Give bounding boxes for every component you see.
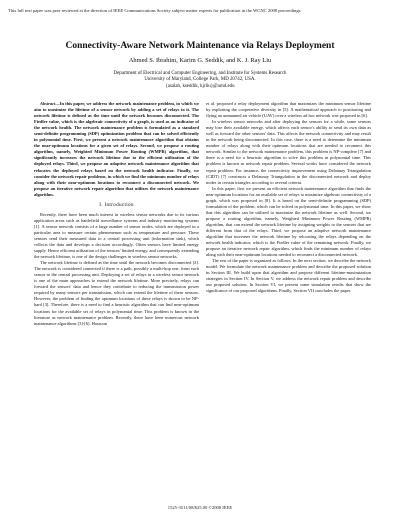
section-heading-introduction: I. Introduction: [99, 201, 134, 208]
affiliation-university: University of Maryland, College Park, MD 20742, USA.: [144, 77, 256, 83]
intro-paragraph-6: The rest of the paper is organized as follows. In the next section, we describe the network model. We formulate the network maintenance problem and describe the proposed solution in Section III. We build upon that algorithm and propose different lifetime-maximization strategies in Section IV. In Section V, we address the network repair problem and describe our proposed solution. In Section VI, we present some simulation results that show the significance of our proposed algorithms. Finally, Section VII concludes the paper.: [206, 258, 371, 294]
abstract-label: Abstract—: [40, 101, 60, 106]
abstract-text: In this paper, we address the network maintenance problem, in which we aim to maximize the lifetime of a sensor network by adding a set of relays to it. The network lifetime is defined as the time until the network becomes disconnected. The Fiedler value, which is the algebraic connectivity of a graph, is used as an indicator of the network health. The network maintenance problem is formulated as a standard semi-definite programming (SDP) optimization problem that can be solved efficiently in polynomial time. First, we present a network maintenance algorithm that obtains the near-optimum locations for a given set of relays. Second, we propose a routing algorithm, namely, Weighted Minimum Power Routing (WMPR) algorithm, that significantly increases the network lifetime due to the efficient utilization of the deployed relays. Third, we propose an adaptive network maintenance algorithm that relocates the deployed relays based on the network health indicator. Finally, we consider the network repair problems, in which we find the minimum number of relays along with their near-optimum locations to reconnect a disconnected network. We propose an iterative network repair algorithm that utilizes the network maintenance algorithm.: [34, 101, 199, 197]
intro-paragraph-4: In wireless sensor networks and after deploying the sensors for a while, some sensors may lose their available energy, which affects each sensor's ability to send its own data as well as forward the other sensors' data. This affects the network connectivity and may result in the network being disconnected. In this case, there is a need to determine the minimum number of relays along with their optimum locations that are needed to reconnect this network. Similar to the network maintenance problem, this problem is NP-complete [7] and there is a need for a heuristic algorithm to solve this problem in polynomial time. This problem is known as network repair problem. Several works have considered the network repair problem. For instance, the connectivity improvement using Delaunay Triangulation (CIDT) [7] constructs a Delaunay Triangulation in the disconnected network and deploy nodes in certain triangles according to several criteria.: [206, 119, 371, 185]
peer-review-notice: This full text paper was peer reviewed at the direction of IEEE Communications Society subject matter experts for publication in the WCNC 2008 proceedings.: [8, 8, 302, 13]
author-emails: {asalah, kseddik, kjrliu}@umd.edu: [165, 83, 235, 89]
copyright-footer: 1525-3511/08/$25.00 ©2008 IEEE: [167, 505, 233, 510]
intro-paragraph-5: In this paper, first we present an efficient network maintenance algorithm that finds the near-optimum locations for an available set of relays to maximize algebraic connectivity of a graph, which was proposed in [8]. It is based on the semi-definite programming (SDP) formulation of the problem, which can be solved in polynomial time. In this paper, we show that this algorithm can be utilized to maximize the network lifetime as well. Second, we propose a routing algorithm, namely, Weighted Minimum Power Routing (WMPR) algorithm, that can extend the network lifetime by assigning weights to the sensors that are different from that of the relays. Third, we propose an adaptive network maintenance algorithm that increases the network lifetime by relocating the relays depending on the network health indicator, which is the Fiedler value of the remaining network. Finally, we propose an iterative network repair algorithm, which finds the minimum number of relays along with their near-optimum locations needed to reconnect a disconnected network.: [206, 185, 371, 258]
affiliation-department: Department of Electrical and Computer Engineering, and Institute for Systems Research: [113, 71, 287, 76]
right-column: [206, 101, 371, 295]
author-affiliation: [20, 71, 380, 90]
paper-title: Connectivity-Aware Network Maintenance via Relays Deployment: [65, 41, 335, 51]
intro-paragraph-2: The network lifetime is defined as the time until the network becomes disconnected [2]. The network is considered connected if there is a path, possibly a multi-hop one, from each sensor to the central processing unit. Deploying a set of relays in a wireless sensor network is one of the main approaches to extend the network lifetime. More precisely, relays can forward the sensors' data and hence they contribute to reducing the transmission power required by many sensors per transmission, which can extend the lifetime of these sensors. However, the problem of finding the optimum locations of these relays is shown to be NP-hard [3]. Therefore, there is a need to find a heuristic algorithm that can find near-optimum locations for the available set of relays in polynomial time. This problem is known in the literature as network maintenance problem. Recently, there have been numerous network maintenance algorithms [3]-[6]. Hassoun: [34, 260, 199, 326]
intro-paragraph-1: Recently, there have been much interest in wireless sensor networks due to its various application areas such as battlefield surveillance systems and industry monitoring systems [1]. A sensor network consists of a large number of sensor nodes, which are deployed in a particular area to measure certain phenomenon such as temperature and pressure. These sensors send their measured data to a central processing unit (information sink), which collects the data and develops a decision accordingly. Often sensors have limited energy supply. Hence efficient utilization of the sensors' limited energy, and consequently extending the network lifetime, is one of the design challenges in wireless sensor networks.: [34, 211, 199, 260]
left-column: [34, 101, 199, 327]
abstract: [34, 101, 199, 198]
intro-paragraph-3: et al. proposed a relay deployment algorithm that maximizes the minimum sensor lifetime by exploiting the cooperative diversity in [5]. A mathematical approach to positioning and flying an unmanned air vehicle (UAV) over a wireless ad hoc network was proposed in [6].: [206, 101, 371, 119]
paper-authors: Ahmed S. Ibrahim, Karim G. Seddik, and K. J. Ray Liu: [128, 57, 272, 64]
